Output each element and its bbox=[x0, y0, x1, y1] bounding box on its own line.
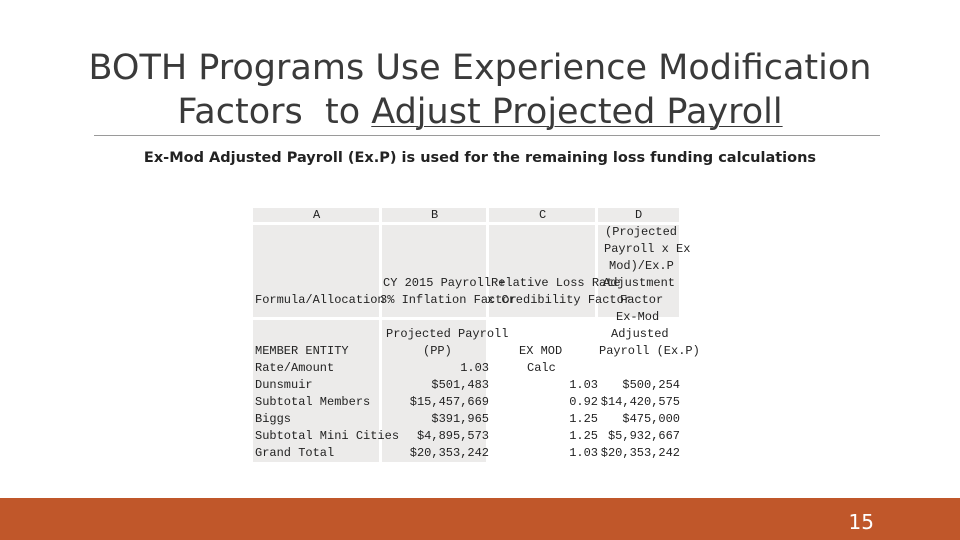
row-label: Grand Total bbox=[255, 446, 335, 460]
row-label: Subtotal Mini Cities bbox=[255, 429, 400, 443]
row-value-b: $501,483 bbox=[431, 378, 489, 392]
d-formula-line: (Projected bbox=[605, 225, 678, 239]
title-line-2 bbox=[0, 90, 960, 134]
slide-title bbox=[0, 46, 960, 134]
c-header-calc: Calc bbox=[527, 361, 556, 375]
d-formula-line: Factor bbox=[620, 293, 664, 307]
row-value-d: $5,932,667 bbox=[607, 429, 680, 443]
slide-subtitle: Ex-Mod Adjusted Payroll (Ex.P) is used for the remaining loss funding calculations bbox=[143, 150, 817, 166]
row-value-c: 1.03 bbox=[569, 446, 598, 460]
b-formula-line: 3% Inflation Factor bbox=[380, 293, 517, 307]
d-formula-line: Payroll x Ex bbox=[604, 242, 691, 256]
row-value-c: 1.25 bbox=[569, 429, 598, 443]
row-label: Biggs bbox=[255, 412, 292, 426]
c-formula-line: Relative Loss Rate bbox=[491, 276, 621, 290]
row-value-b: $20,353,242 bbox=[409, 446, 489, 460]
d-header-line: Payroll (Ex.P) bbox=[599, 344, 700, 358]
row-value-c: 1.03 bbox=[569, 378, 598, 392]
title-line-2-plain: Factors to bbox=[177, 92, 372, 132]
row-value-c: 0.92 bbox=[569, 395, 598, 409]
d-formula-line: Adjustment bbox=[603, 276, 676, 290]
row-value-b: $15,457,669 bbox=[409, 395, 489, 409]
row-value-c: 1.25 bbox=[569, 412, 598, 426]
col-letter-a: A bbox=[313, 208, 321, 222]
b-header-line: Projected Payroll bbox=[386, 327, 509, 341]
row-value-b: $391,965 bbox=[431, 412, 489, 426]
row-label: Subtotal Members bbox=[255, 395, 371, 409]
row-value-d: $20,353,242 bbox=[600, 446, 680, 460]
title-rule bbox=[94, 135, 880, 136]
col-letter-c: C bbox=[539, 208, 547, 222]
formula-label: Formula/Allocation bbox=[255, 293, 385, 307]
row-value-d: $475,000 bbox=[622, 412, 680, 426]
col-letter-b: B bbox=[431, 208, 439, 222]
c-header: EX MOD bbox=[519, 344, 563, 358]
page-number: 15 bbox=[848, 510, 874, 534]
row-label: MEMBER ENTITY bbox=[255, 344, 349, 358]
row-value-b: $4,895,573 bbox=[416, 429, 489, 443]
footer-bar bbox=[0, 498, 960, 540]
title-line-1: BOTH Programs Use Experience Modification bbox=[88, 48, 872, 88]
title-underlined: Adjust Projected Payroll bbox=[371, 92, 783, 132]
b-header-line: (PP) bbox=[423, 344, 452, 358]
d-header-line: Adjusted bbox=[611, 327, 669, 341]
d-header-line: Ex-Mod bbox=[616, 310, 660, 324]
col-letter-d: D bbox=[635, 208, 643, 222]
b-formula-line: CY 2015 Payroll + bbox=[383, 276, 506, 290]
row-label: Rate/Amount bbox=[255, 361, 335, 375]
row-value-b: 1.03 bbox=[460, 361, 489, 375]
row-label: Dunsmuir bbox=[255, 378, 313, 392]
d-formula-line: Mod)/Ex.P bbox=[609, 259, 674, 273]
row-value-d: $14,420,575 bbox=[600, 395, 680, 409]
c-formula-line: x Credibility Factor bbox=[487, 293, 632, 307]
row-value-d: $500,254 bbox=[622, 378, 680, 392]
